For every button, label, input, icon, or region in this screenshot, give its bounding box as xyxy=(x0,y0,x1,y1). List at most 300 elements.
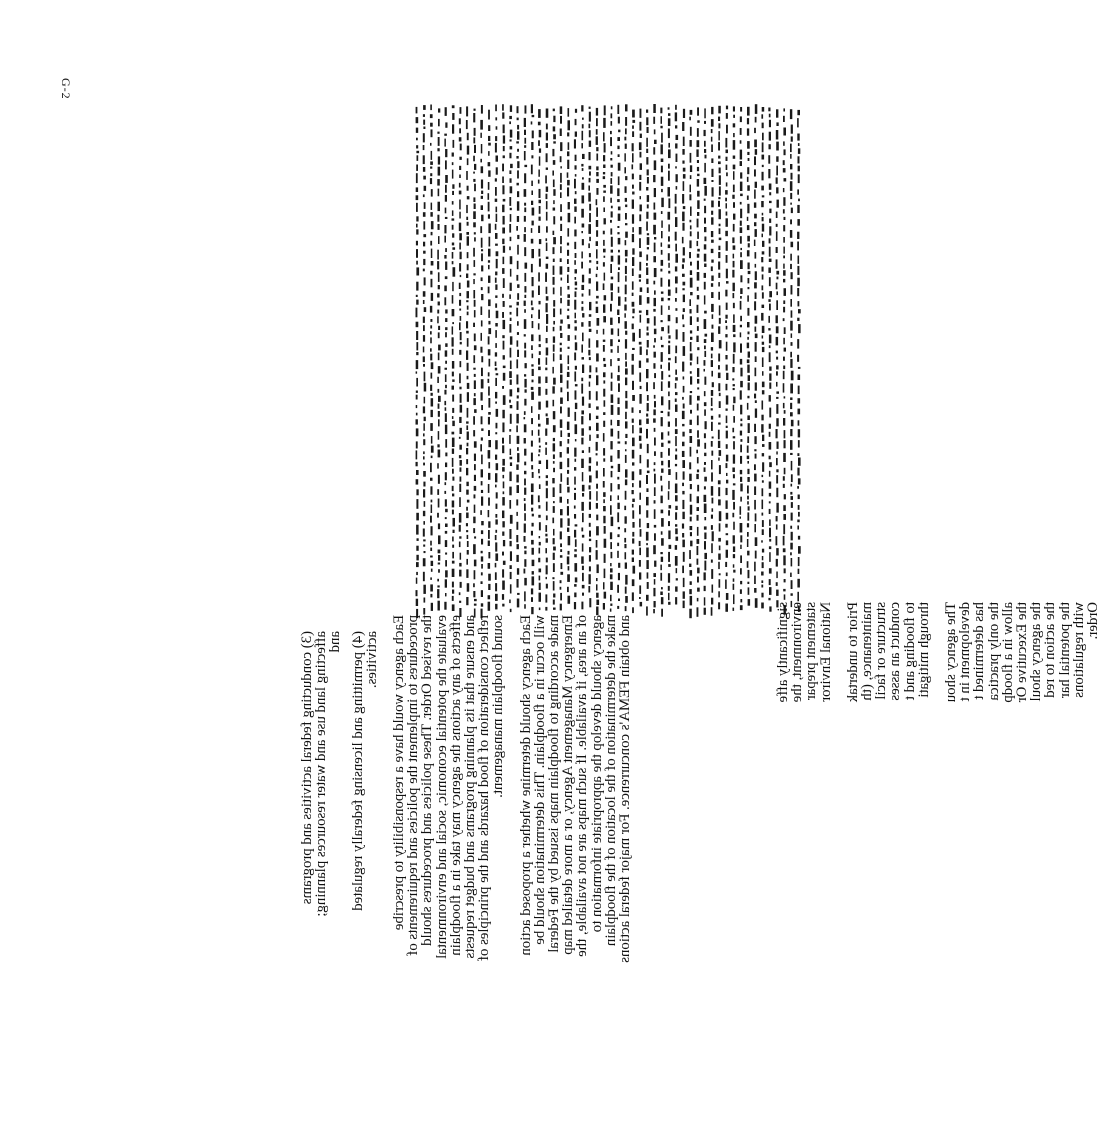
noise-mark xyxy=(524,295,526,298)
noise-mark xyxy=(783,247,785,254)
noise-mark xyxy=(424,186,427,191)
noise-mark xyxy=(474,145,476,153)
noise-mark xyxy=(503,320,506,329)
noise-mark xyxy=(539,351,541,355)
noise-mark xyxy=(611,394,614,403)
noise-mark xyxy=(532,290,534,297)
noise-mark xyxy=(589,435,591,441)
noise-mark xyxy=(675,597,677,604)
noise-mark xyxy=(423,155,425,164)
noise-mark xyxy=(697,128,699,137)
noise-mark xyxy=(431,505,433,514)
noise-mark xyxy=(733,261,735,268)
noise-mark xyxy=(632,125,634,128)
noise-mark xyxy=(545,175,547,183)
noise-mark xyxy=(488,386,490,395)
noise-mark xyxy=(589,491,591,500)
noise-mark xyxy=(416,300,418,305)
noise-mark xyxy=(647,327,649,331)
noise-mark xyxy=(452,162,454,165)
noise-mark xyxy=(618,340,620,343)
noise-mark xyxy=(532,472,534,478)
noise-mark xyxy=(762,274,764,279)
noise-mark xyxy=(582,118,584,120)
noise-mark xyxy=(740,227,743,233)
noise-mark xyxy=(546,515,548,520)
noise-mark xyxy=(546,460,548,469)
noise-mark xyxy=(618,117,620,124)
noise-mark xyxy=(675,194,677,204)
noise-mark xyxy=(480,133,482,138)
noise-mark xyxy=(416,241,418,246)
noise-mark xyxy=(617,477,619,480)
noise-mark xyxy=(488,552,490,558)
noise-mark xyxy=(661,469,663,473)
noise-mark xyxy=(524,411,526,415)
noise-mark xyxy=(711,441,713,447)
noise-mark xyxy=(416,107,418,114)
noise-mark xyxy=(646,414,648,417)
noise-mark xyxy=(553,608,556,610)
noise-mark xyxy=(560,555,563,558)
noise-mark xyxy=(704,264,706,268)
noise-mark xyxy=(618,366,620,372)
noise-mark xyxy=(610,264,612,273)
noise-mark xyxy=(790,193,792,199)
noise-mark xyxy=(661,443,663,447)
noise-mark xyxy=(740,260,743,269)
noise-mark xyxy=(452,477,454,481)
noise-mark xyxy=(697,515,699,521)
noise-mark xyxy=(654,579,656,585)
noise-mark xyxy=(459,293,461,296)
noise-mark xyxy=(668,564,671,567)
noise-mark xyxy=(502,569,504,577)
noise-mark xyxy=(459,542,461,548)
noise-mark xyxy=(495,542,497,551)
noise-mark xyxy=(704,295,706,304)
noise-mark xyxy=(466,530,468,532)
noise-mark xyxy=(575,277,577,280)
noise-mark xyxy=(726,473,728,476)
noise-mark xyxy=(495,392,497,399)
noise-mark xyxy=(502,185,504,194)
noise-mark xyxy=(452,590,454,594)
noise-mark xyxy=(740,316,742,321)
noise-mark xyxy=(783,300,785,304)
noise-mark xyxy=(776,109,778,117)
noise-mark xyxy=(704,402,707,406)
noise-mark xyxy=(761,585,763,588)
noise-mark xyxy=(697,539,700,544)
noise-mark xyxy=(423,347,425,353)
noise-mark xyxy=(661,496,663,504)
noise-mark xyxy=(416,195,419,200)
noise-mark xyxy=(618,297,621,306)
noise-mark xyxy=(625,198,627,202)
noise-mark xyxy=(531,531,533,536)
noise-mark xyxy=(632,354,634,361)
noise-mark xyxy=(747,141,750,149)
noise-mark xyxy=(502,177,504,184)
noise-mark xyxy=(524,173,526,183)
noise-mark xyxy=(430,173,432,176)
noise-mark xyxy=(690,292,693,295)
noise-mark xyxy=(445,248,447,252)
noise-mark xyxy=(661,396,663,405)
noise-mark xyxy=(798,148,800,154)
noise-mark xyxy=(732,490,734,500)
noise-mark xyxy=(510,551,512,561)
noise-mark xyxy=(575,384,578,386)
noise-mark xyxy=(653,588,655,596)
noise-mark xyxy=(732,428,734,433)
noise-mark xyxy=(762,444,765,447)
noise-mark xyxy=(553,438,555,441)
noise-mark xyxy=(416,352,418,355)
noise-mark xyxy=(431,569,433,572)
noise-mark xyxy=(531,104,533,113)
noise-mark xyxy=(625,128,627,134)
noise-mark xyxy=(481,469,483,477)
noise-mark xyxy=(733,388,735,390)
noise-mark xyxy=(610,220,612,223)
noise-mark xyxy=(488,170,490,176)
noise-mark xyxy=(596,491,598,501)
noise-mark xyxy=(430,167,432,169)
noise-mark xyxy=(754,301,756,310)
noise-mark xyxy=(582,450,584,453)
noise-mark xyxy=(546,287,548,294)
noise-mark xyxy=(538,424,541,427)
noise-mark xyxy=(423,356,425,362)
noise-mark xyxy=(682,411,685,419)
noise-mark xyxy=(567,574,570,582)
noise-mark xyxy=(517,599,520,608)
noise-mark xyxy=(539,239,541,244)
noise-mark xyxy=(632,200,634,209)
noise-mark xyxy=(423,471,426,477)
noise-mark xyxy=(460,428,462,434)
noise-mark xyxy=(495,535,497,540)
noise-mark xyxy=(467,363,469,371)
noise-mark xyxy=(473,222,476,227)
noise-mark xyxy=(459,445,462,450)
noise-mark xyxy=(725,231,728,236)
noise-mark xyxy=(625,368,628,374)
noise-mark xyxy=(452,458,454,467)
noise-mark xyxy=(632,462,634,465)
noise-mark xyxy=(574,199,577,204)
noise-mark xyxy=(704,391,706,396)
noise-mark xyxy=(683,168,686,172)
noise-mark xyxy=(646,110,648,113)
noise-mark xyxy=(423,545,425,547)
noise-mark xyxy=(589,237,591,241)
noise-mark xyxy=(633,566,636,574)
noise-mark xyxy=(682,540,685,548)
noise-mark xyxy=(625,144,627,149)
noise-mark xyxy=(488,398,490,408)
noise-mark xyxy=(452,124,454,133)
noise-mark xyxy=(481,333,483,341)
noise-mark xyxy=(495,563,497,568)
noise-mark xyxy=(467,550,469,555)
noise-mark xyxy=(660,269,662,272)
noise-mark xyxy=(510,283,512,291)
noise-mark xyxy=(553,563,555,572)
noise-mark xyxy=(423,558,426,566)
noise-mark xyxy=(747,250,750,256)
noise-mark xyxy=(762,347,765,352)
noise-mark xyxy=(532,221,534,226)
noise-mark xyxy=(632,293,634,296)
noise-mark xyxy=(769,456,771,460)
noise-mark xyxy=(611,292,613,301)
noise-mark xyxy=(517,447,519,451)
noise-mark xyxy=(747,343,749,349)
noise-mark xyxy=(416,322,419,328)
noise-mark xyxy=(661,510,664,514)
noise-mark xyxy=(718,131,720,140)
noise-mark xyxy=(697,357,699,365)
noise-mark xyxy=(489,237,491,247)
noise-mark xyxy=(509,247,511,251)
noise-mark xyxy=(509,600,511,604)
noise-mark xyxy=(574,549,577,551)
noise-mark xyxy=(755,117,757,123)
noise-mark xyxy=(481,481,483,485)
noise-mark xyxy=(660,573,662,581)
noise-mark xyxy=(445,361,447,364)
noise-mark xyxy=(790,384,793,394)
noise-mark xyxy=(675,346,677,354)
noise-mark xyxy=(725,334,727,337)
noise-mark xyxy=(639,274,641,278)
noise-mark xyxy=(460,460,462,466)
noise-mark xyxy=(776,283,778,290)
noise-mark xyxy=(754,169,756,176)
noise-mark xyxy=(618,527,620,529)
noise-mark xyxy=(437,316,439,323)
noise-mark xyxy=(632,483,634,487)
noise-mark xyxy=(704,273,706,278)
noise-mark xyxy=(719,186,721,195)
noise-mark xyxy=(711,107,713,114)
noise-mark xyxy=(690,207,692,216)
noise-mark xyxy=(668,491,670,500)
noise-mark xyxy=(632,510,634,518)
noise-mark xyxy=(481,180,483,189)
noise-mark xyxy=(797,592,799,602)
noise-mark xyxy=(481,539,483,545)
noise-mark xyxy=(646,332,648,335)
noise-mark xyxy=(776,475,778,483)
noise-mark xyxy=(452,349,454,355)
noise-mark xyxy=(517,568,519,575)
noise-mark xyxy=(488,379,490,383)
noise-mark xyxy=(437,585,439,587)
noise-mark xyxy=(445,276,448,279)
noise-mark xyxy=(726,365,728,371)
noise-mark xyxy=(776,231,778,241)
noise-mark xyxy=(646,369,649,378)
noise-mark xyxy=(495,473,497,482)
noise-mark xyxy=(769,144,771,149)
noise-mark xyxy=(611,121,613,126)
noise-mark xyxy=(646,606,648,615)
noise-mark xyxy=(438,550,441,554)
noise-mark xyxy=(524,234,526,242)
noise-mark xyxy=(647,318,650,323)
noise-mark xyxy=(560,531,562,539)
noise-mark xyxy=(524,319,527,329)
noise-mark xyxy=(618,287,620,293)
noise-mark xyxy=(733,554,735,558)
noise-mark xyxy=(610,582,613,590)
noise-mark xyxy=(632,348,635,350)
noise-mark xyxy=(697,607,699,617)
noise-mark xyxy=(689,564,691,567)
noise-mark xyxy=(762,292,764,298)
noise-mark xyxy=(474,560,477,567)
noise-mark xyxy=(704,517,706,520)
noise-mark xyxy=(589,302,591,310)
noise-mark xyxy=(488,321,490,325)
noise-mark xyxy=(697,347,699,350)
noise-mark xyxy=(460,582,462,588)
list-item-4-line: (4) permitting and licensing federally regulated xyxy=(349,631,366,911)
noise-mark xyxy=(776,212,778,218)
noise-mark xyxy=(762,251,765,254)
noise-mark xyxy=(689,589,692,594)
noise-mark xyxy=(510,584,512,593)
noise-mark xyxy=(567,294,570,298)
noise-mark xyxy=(646,138,648,147)
noise-mark xyxy=(653,175,655,182)
noise-mark xyxy=(431,526,433,535)
paragraph-line: and obtain FEMA's concurrence. For major federal actions xyxy=(617,615,634,963)
noise-mark xyxy=(438,236,440,244)
noise-mark xyxy=(754,214,757,219)
noise-mark xyxy=(776,337,779,346)
noise-mark xyxy=(790,299,792,307)
noise-mark xyxy=(481,551,483,554)
noise-mark xyxy=(416,405,418,408)
noise-mark xyxy=(481,455,483,465)
noise-mark xyxy=(539,259,541,267)
noise-mark xyxy=(776,365,779,369)
noise-mark xyxy=(646,419,649,424)
noise-mark xyxy=(798,367,801,369)
noise-mark xyxy=(718,487,720,496)
noise-mark xyxy=(676,578,678,580)
noise-mark xyxy=(416,428,419,436)
noise-mark xyxy=(747,204,749,214)
noise-mark xyxy=(438,326,440,330)
noise-mark xyxy=(632,450,635,459)
noise-mark xyxy=(516,275,518,281)
noise-mark xyxy=(452,596,454,601)
noise-mark xyxy=(516,359,518,368)
noise-mark xyxy=(769,462,772,467)
noise-mark xyxy=(632,268,634,276)
noise-mark xyxy=(668,263,670,268)
noise-mark xyxy=(453,267,456,277)
noise-mark xyxy=(531,181,533,186)
noise-mark xyxy=(517,485,520,493)
noise-mark xyxy=(762,549,764,553)
noise-mark xyxy=(783,197,785,206)
noise-mark xyxy=(654,329,657,335)
noise-mark xyxy=(653,418,656,422)
noise-mark xyxy=(552,367,554,374)
noise-mark xyxy=(726,172,728,176)
noise-mark xyxy=(582,365,584,374)
noise-mark xyxy=(574,488,576,490)
paragraph-line: procedures to implement the policies and requirements of xyxy=(405,615,422,956)
noise-mark xyxy=(430,348,432,351)
noise-mark xyxy=(762,234,764,238)
noise-mark xyxy=(581,262,583,269)
noise-mark xyxy=(696,149,698,157)
noise-mark xyxy=(603,448,605,456)
noise-mark xyxy=(625,449,627,451)
noise-mark xyxy=(776,247,778,253)
noise-mark xyxy=(747,118,749,124)
noise-mark xyxy=(690,342,692,351)
noise-mark xyxy=(762,371,764,376)
noise-mark xyxy=(496,463,499,470)
noise-mark xyxy=(711,266,713,271)
noise-mark xyxy=(690,541,692,547)
noise-mark xyxy=(567,243,569,246)
noise-mark xyxy=(718,252,720,258)
noise-mark xyxy=(761,603,764,609)
noise-mark xyxy=(467,158,469,165)
noise-mark xyxy=(517,332,519,335)
noise-mark xyxy=(668,481,670,489)
noise-mark xyxy=(690,376,692,384)
noise-mark xyxy=(437,579,439,582)
noise-mark xyxy=(589,112,591,122)
noise-mark xyxy=(726,416,728,424)
noise-mark xyxy=(776,382,778,387)
noise-mark xyxy=(539,484,541,489)
noise-mark xyxy=(711,260,713,263)
noise-mark xyxy=(604,273,606,281)
noise-mark xyxy=(675,455,677,460)
noise-mark xyxy=(747,456,750,460)
noise-mark xyxy=(524,449,526,456)
noise-mark xyxy=(596,154,598,161)
noise-mark xyxy=(438,202,441,211)
noise-mark xyxy=(704,244,707,249)
noise-mark xyxy=(783,318,785,321)
noise-mark xyxy=(496,207,498,213)
noise-mark xyxy=(460,553,462,560)
noise-mark xyxy=(697,546,699,555)
noise-mark xyxy=(438,601,440,611)
list-item-3-line: affecting land use and water resources planning; xyxy=(313,631,330,917)
noise-mark xyxy=(747,185,750,191)
noise-mark xyxy=(502,312,504,318)
noise-mark xyxy=(459,183,461,188)
noise-mark xyxy=(610,283,613,290)
noise-mark xyxy=(502,335,504,338)
noise-mark xyxy=(682,442,685,447)
noise-mark xyxy=(596,353,599,361)
